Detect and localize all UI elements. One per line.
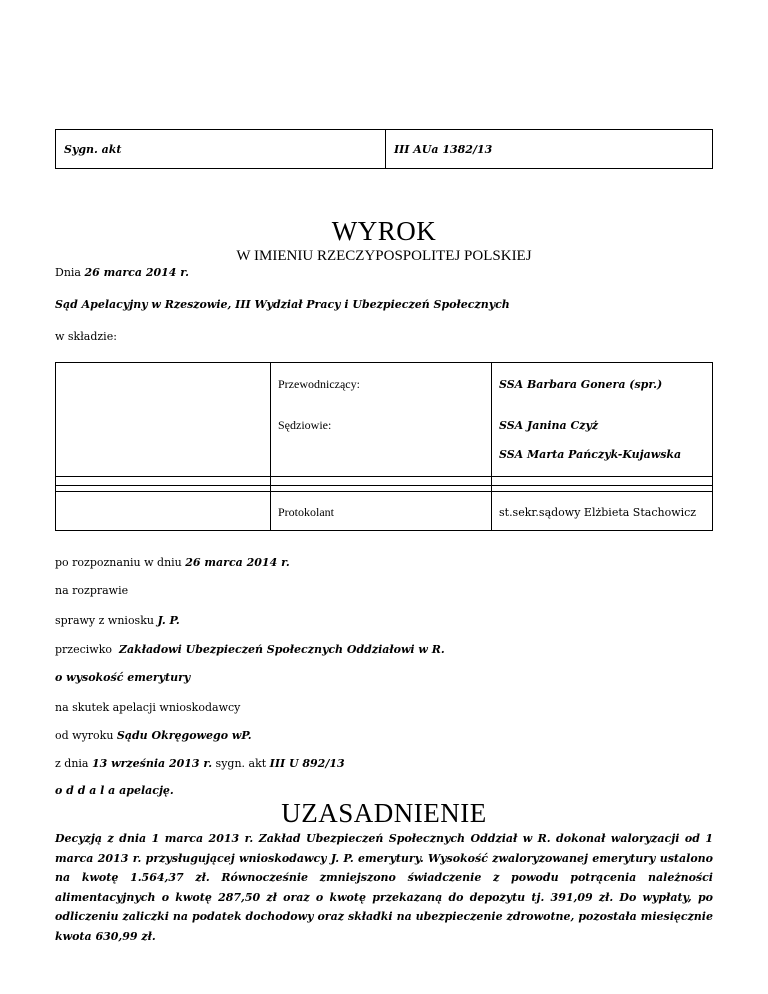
document-title: WYROK	[331, 216, 437, 246]
row-divider-2	[56, 485, 712, 486]
applicant-name: J. P.	[157, 614, 180, 627]
signature-label: Sygn. akt	[56, 130, 386, 168]
examined-line	[55, 556, 290, 569]
judge-2-name: SSA Marta Pańczyk-Kujawska	[499, 448, 682, 461]
document-subtitle: W IMIENIU RZECZYPOSPOLITEJ POLSKIEJ	[236, 248, 532, 264]
column-divider-2	[491, 363, 492, 530]
clerk-name: st.sekr.sądowy Elżbieta Stachowicz	[499, 506, 697, 519]
composition-table	[55, 362, 713, 531]
examined-prefix: po rozpoznaniu w dniu	[55, 556, 186, 569]
reference-number: III U 892/13	[269, 757, 345, 770]
examined-date: 26 marca 2014 r.	[185, 556, 290, 569]
from-prefix: z dnia	[55, 757, 92, 770]
row-divider-1	[56, 476, 712, 477]
clerk-label: Protokolant	[278, 505, 334, 519]
justification-paragraph: Decyzją z dnia 1 marca 2013 r. Zakład Ubezpieczeń Społecznych Oddział w R. dokonał waloryzacji od 1 marca 2013 r. przysługującej wnioskodawcy J. P. emerytury. Wysokość zwaloryzowanej emerytury ustalono na kwotę 1.564,37 zł. Równocześnie zmniejszono świadczenie z powodu potrącenia należności alimentacyjnych o kwotę 287,50 zł oraz o kwotę przekazaną do depozytu tj. 391,09 zł. Do wypłaty, po odliczeniu zaliczki na podatek dochodowy oraz składki na ubezpieczenie zdrowotne, pozostała miesięcznie kwota 630,99 zł.	[55, 832, 713, 943]
date-prefix: Dnia	[55, 266, 85, 279]
chair-name: SSA Barbara Gonera (spr.)	[499, 378, 663, 391]
chair-label: Przewodniczący:	[278, 377, 360, 391]
against-prefix: przeciwko	[55, 643, 119, 656]
case-prefix: sprawy z wniosku	[55, 614, 158, 627]
date-line	[55, 266, 189, 279]
judgment-prefix: od wyroku	[55, 729, 117, 742]
against-line	[55, 643, 445, 656]
judgment-court: Sądu Okręgowego wP.	[116, 729, 252, 742]
judgment-line	[55, 729, 252, 742]
composition-intro: w składzie:	[55, 330, 117, 343]
judgment-date: 26 marca 2014 r.	[84, 266, 189, 279]
case-signature-table	[55, 129, 713, 169]
from-date-line	[55, 757, 345, 770]
case-line	[55, 614, 180, 627]
column-divider-1	[270, 363, 271, 530]
judge-1-name: SSA Janina Czyż	[499, 419, 599, 432]
respondent-name: Zakładowi Ubezpieczeń Społecznych Oddziałowi w R.	[118, 643, 445, 656]
ref-prefix: sygn. akt	[212, 757, 270, 770]
appeal-line: na skutek apelacji wnioskodawcy	[55, 701, 241, 714]
justification-title: UZASADNIENIE	[281, 798, 487, 828]
row-divider-3	[56, 491, 712, 492]
verdict-line: o d d a l a apelację.	[55, 784, 174, 797]
judges-label: Sędziowie:	[278, 418, 332, 432]
case-subject: o wysokość emerytury	[55, 671, 191, 684]
court-name: Sąd Apelacyjny w Rzeszowie, III Wydział Pracy i Ubezpieczeń Społecznych	[55, 298, 510, 311]
signature-value: III AUa 1382/13	[394, 142, 493, 156]
hearing-line: na rozprawie	[55, 584, 129, 597]
from-date: 13 września 2013 r.	[92, 757, 213, 770]
